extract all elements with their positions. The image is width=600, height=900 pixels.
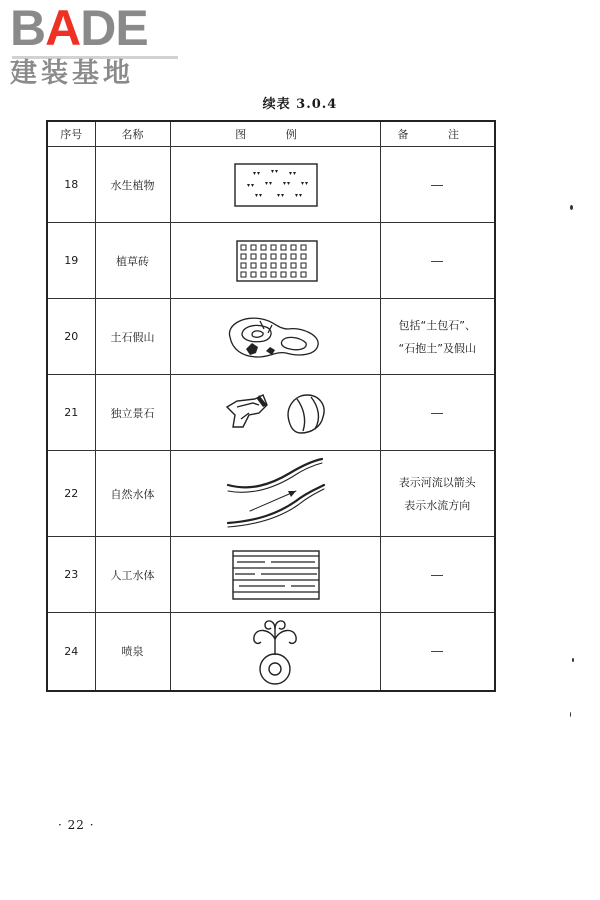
row-symbol-cell (170, 223, 380, 299)
scan-speck (570, 712, 571, 717)
feature-stone-symbol (215, 385, 335, 441)
note-dash (431, 413, 443, 414)
note-dash (431, 185, 443, 186)
row-number: 22 (47, 451, 95, 537)
row-number: 23 (47, 537, 95, 613)
table-header-row (47, 121, 495, 147)
row-name: 喷泉 (95, 613, 170, 691)
row-name: 水生植物 (95, 147, 170, 223)
table-row (47, 299, 495, 375)
table-row (47, 147, 495, 223)
row-number: 21 (47, 375, 95, 451)
row-note: 包括“土包石”、 “石抱土”及假山 (380, 299, 495, 375)
aquatic-plant-symbol (225, 160, 325, 210)
page-number: · 22 · (58, 818, 95, 832)
row-symbol-cell (170, 299, 380, 375)
natural-water-symbol (220, 455, 330, 533)
artificial-water-symbol (225, 547, 325, 603)
note-dash (431, 651, 443, 652)
bade-logo (10, 0, 180, 90)
legend-table (46, 120, 496, 692)
row-note (380, 147, 495, 223)
header-legend: 图 例 (170, 121, 380, 147)
row-name: 人工水体 (95, 537, 170, 613)
table-row (47, 613, 495, 691)
row-note (380, 613, 495, 691)
row-name: 植草砖 (95, 223, 170, 299)
header-note: 备 注 (380, 121, 495, 147)
row-note (380, 223, 495, 299)
logo-wordmark: BADE (10, 0, 148, 56)
table-row (47, 451, 495, 537)
header-name: 名称 (95, 121, 170, 147)
table-row (47, 375, 495, 451)
note-dash (431, 575, 443, 576)
row-note: 表示河流以箭头 表示水流方向 (380, 451, 495, 537)
table-row (47, 223, 495, 299)
row-name: 独立景石 (95, 375, 170, 451)
grass-brick-symbol (225, 236, 325, 286)
table-row (47, 537, 495, 613)
row-number: 19 (47, 223, 95, 299)
row-name: 土石假山 (95, 299, 170, 375)
scan-speck (570, 205, 573, 210)
row-number: 24 (47, 613, 95, 691)
row-symbol-cell (170, 375, 380, 451)
table-caption: 续表 3.0.4 (262, 97, 338, 112)
row-symbol-cell (170, 613, 380, 691)
row-number: 18 (47, 147, 95, 223)
row-number: 20 (47, 299, 95, 375)
note-dash (431, 261, 443, 262)
fountain-symbol (240, 615, 310, 687)
row-note (380, 375, 495, 451)
row-name: 自然水体 (95, 451, 170, 537)
row-note (380, 537, 495, 613)
rockery-symbol (220, 307, 330, 367)
row-symbol-cell (170, 147, 380, 223)
scan-speck (572, 658, 574, 662)
logo-chinese-name: 建装基地 (10, 58, 134, 89)
header-no: 序号 (47, 121, 95, 147)
row-symbol-cell (170, 451, 380, 537)
row-symbol-cell (170, 537, 380, 613)
